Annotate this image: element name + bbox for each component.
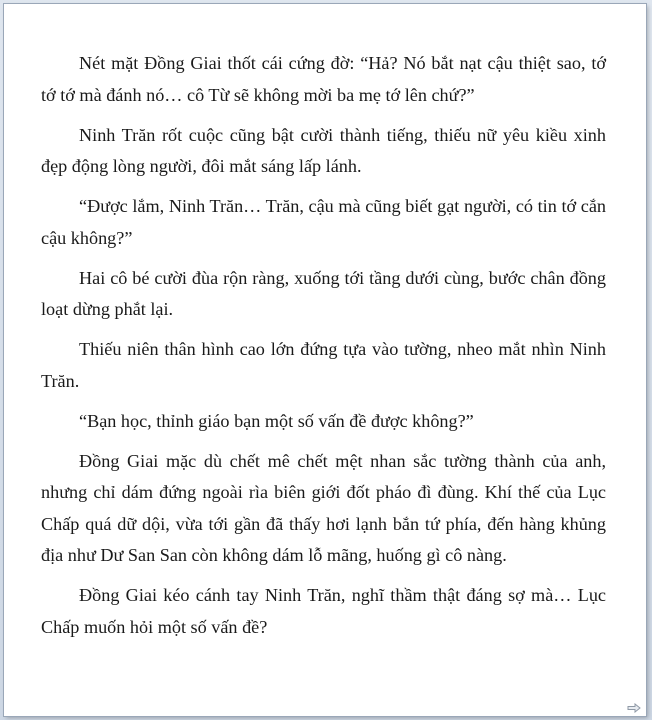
paragraph: Ninh Trăn rốt cuộc cũng bật cười thành tiếng, thiếu nữ yêu kiều xinh đẹp động lòng người, đôi mắt sáng lấp lánh. (41, 124, 606, 176)
paragraph: Đồng Giai mặc dù chết mê chết mệt nhan sắc tường thành của anh, nhưng chỉ dám đứng ngoài rìa biên giới đốt pháo đì đùng. Khí thế của Lục Chấp quá dữ dội, vừa tới gần đã thấy hơi lạnh bắn tứ phía, đến hàng khủng địa như Dư San San còn không dám lỗ mãng, huống gì cô nàng. (41, 450, 606, 565)
paragraph: “Bạn học, thỉnh giáo bạn một số vấn đề được không?” (79, 410, 474, 431)
paragraph: Nét mặt Đồng Giai thốt cái cứng đờ: “Hả? Nó bắt nạt cậu thiệt sao, tớ tớ tớ mà đánh nó… cô Từ sẽ không mời ba mẹ tớ lên chứ?” (41, 53, 606, 105)
next-page-button[interactable] (626, 702, 642, 714)
document-body (41, 48, 606, 652)
paragraph: Thiếu niên thân hình cao lớn đứng tựa vào tường, nheo mắt nhìn Ninh Trăn. (41, 339, 606, 391)
paragraph: “Được lắm, Ninh Trăn… Trăn, cậu mà cũng biết gạt người, có tin tớ cắn cậu không?” (41, 196, 606, 248)
paragraph: Hai cô bé cười đùa rộn ràng, xuống tới tầng dưới cùng, bước chân đồng loạt dừng phắt lại. (41, 267, 606, 319)
arrow-right-icon (627, 703, 641, 713)
paragraph: Đồng Giai kéo cánh tay Ninh Trăn, nghĩ thầm thật đáng sợ mà… Lục Chấp muốn hỏi một số vấn đề? (41, 585, 606, 637)
document-page (4, 4, 646, 716)
